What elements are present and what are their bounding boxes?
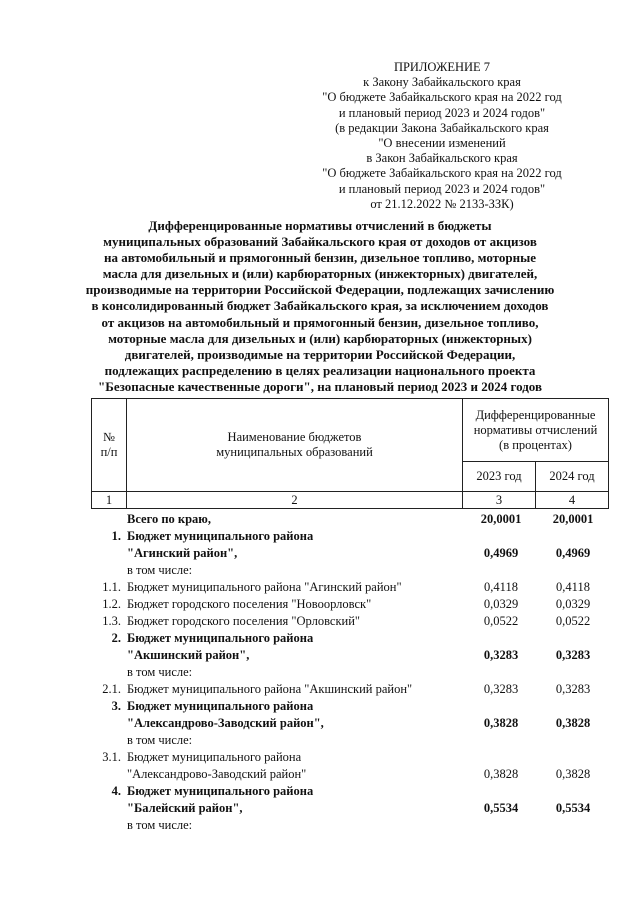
budget-name: "Балейский район", xyxy=(127,800,243,815)
title-line: "Безопасные качественные дороги", на плановый период 2023 и 2024 годов xyxy=(98,378,542,394)
year-2024-header: 2024 год xyxy=(536,462,609,492)
budget-name: в том числе: xyxy=(127,562,193,577)
budget-name: Бюджет муниципального района xyxy=(127,749,302,764)
table-row xyxy=(91,714,609,731)
appendix-header xyxy=(292,60,592,212)
table-row xyxy=(91,799,609,816)
row-number: 1.2. xyxy=(102,596,121,611)
table-row xyxy=(91,765,609,782)
header-line: в Закон Забайкальского края xyxy=(366,151,518,166)
value-2024: 0,3828 xyxy=(555,766,591,781)
column-index: 2 xyxy=(127,492,463,509)
value-2024: 0,3828 xyxy=(555,715,591,730)
value-2023: 0,3283 xyxy=(483,647,519,662)
budget-name: в том числе: xyxy=(127,664,193,679)
header-line: и плановый период 2023 и 2024 годов" xyxy=(338,105,546,120)
budget-name: "Александрово-Заводский район", xyxy=(127,715,324,730)
table-row xyxy=(91,510,609,527)
row-number: 4. xyxy=(111,783,121,798)
title-line: двигателей, производимые на территории Российской Федерации, xyxy=(124,346,516,362)
budget-name: Бюджет муниципального района xyxy=(127,698,314,713)
title-line: производимые на территории Российской Федерации, подлежащих зачислению xyxy=(85,282,555,298)
row-number: 3. xyxy=(111,698,121,713)
header-line: от 21.12.2022 № 2133-ЗЗК) xyxy=(370,196,514,211)
value-2024: 0,3283 xyxy=(555,647,591,662)
col-number-header: № п/п xyxy=(92,399,127,492)
value-2023: 0,0329 xyxy=(483,596,519,611)
value-2023: 0,3283 xyxy=(483,681,519,696)
header-line: "О бюджете Забайкальского края на 2022 год xyxy=(322,90,562,105)
row-number: 2.1. xyxy=(102,681,121,696)
table-row xyxy=(91,816,609,833)
table-row xyxy=(91,782,609,799)
title-line: подлежащих распределению в целях реализации национального проекта xyxy=(104,362,536,378)
header-line: (в редакции Закона Забайкальского края xyxy=(335,120,549,135)
title-line: Дифференцированные нормативы отчислений в бюджеты xyxy=(148,218,492,233)
table-body xyxy=(91,510,609,833)
value-2024: 20,0001 xyxy=(552,511,594,526)
title-line: масла для дизельных и (или) карбюраторных (инжекторных) двигателей, xyxy=(102,266,538,282)
table-row xyxy=(91,697,609,714)
row-number: 1.1. xyxy=(102,579,121,594)
row-number: 2. xyxy=(111,630,121,645)
budget-name: в том числе: xyxy=(127,817,193,832)
col-name-header: Наименование бюджетов муниципальных образований xyxy=(127,399,463,492)
table-row xyxy=(91,663,609,680)
title-line: в консолидированный бюджет Забайкальского края, за исключением доходов xyxy=(91,298,549,314)
budget-name: Бюджет муниципального района xyxy=(127,630,314,645)
header-line: "О внесении изменений xyxy=(378,136,506,151)
value-2024: 0,0329 xyxy=(555,596,591,611)
budget-name: Бюджет муниципального района "Акшинский район" xyxy=(127,681,413,696)
table-header xyxy=(91,398,609,509)
budget-name: "Агинский район", xyxy=(127,545,238,560)
value-2024: 0,3283 xyxy=(555,681,591,696)
table-row xyxy=(91,748,609,765)
document-title xyxy=(82,218,558,395)
table-row xyxy=(91,561,609,578)
table-row xyxy=(91,731,609,748)
table-row xyxy=(91,629,609,646)
value-2023: 0,4969 xyxy=(483,545,519,560)
table-row xyxy=(91,612,609,629)
value-2023: 0,5534 xyxy=(483,800,519,815)
table-row xyxy=(91,646,609,663)
value-2023: 20,0001 xyxy=(480,511,522,526)
value-2024: 0,0522 xyxy=(555,613,591,628)
budget-name: Бюджет муниципального района xyxy=(127,528,314,543)
value-2024: 0,5534 xyxy=(555,800,591,815)
col-norm-header: Дифференцированные нормативы отчислений (в процентах) xyxy=(463,399,609,462)
value-2024: 0,4118 xyxy=(556,579,590,594)
table-row xyxy=(91,578,609,595)
value-2023: 0,4118 xyxy=(484,579,518,594)
budget-name: в том числе: xyxy=(127,732,193,747)
table-row xyxy=(91,527,609,544)
year-2023-header: 2023 год xyxy=(463,462,536,492)
title-line: от акцизов на автомобильный и прямогонный бензин, дизельное топливо, xyxy=(101,314,539,330)
table-row xyxy=(91,595,609,612)
row-number: 3.1. xyxy=(102,749,121,764)
row-number: 1. xyxy=(111,528,121,543)
table-row xyxy=(91,680,609,697)
budget-name: "Александрово-Заводский район" xyxy=(127,766,307,781)
budget-name: Бюджет муниципального района "Агинский район" xyxy=(127,579,402,594)
column-index: 3 xyxy=(463,492,536,509)
value-2023: 0,0522 xyxy=(483,613,519,628)
value-2023: 0,3828 xyxy=(483,715,519,730)
column-index: 4 xyxy=(536,492,609,509)
header-line: и плановый период 2023 и 2024 годов" xyxy=(338,181,546,196)
budget-name: Всего по краю, xyxy=(127,511,211,526)
budget-name: Бюджет муниципального района xyxy=(127,783,314,798)
budget-name: "Акшинский район", xyxy=(127,647,250,662)
header-line: ПРИЛОЖЕНИЕ 7 xyxy=(393,60,491,74)
budget-name: Бюджет городского поселения "Орловский" xyxy=(127,613,361,628)
title-line: моторные масла для дизельных и (или) карбюраторных (инжекторных) xyxy=(108,330,532,346)
header-line: к Закону Забайкальского края xyxy=(363,75,521,90)
title-line: муниципальных образований Забайкальского края от доходов от акцизов xyxy=(103,234,537,250)
budget-name: Бюджет городского поселения "Новоорловск" xyxy=(127,596,372,611)
header-line: "О бюджете Забайкальского края на 2022 год xyxy=(322,166,562,181)
title-line: на автомобильный и прямогонный бензин, дизельное топливо, моторные xyxy=(103,250,537,266)
table-row xyxy=(91,544,609,561)
column-index: 1 xyxy=(92,492,127,509)
row-number: 1.3. xyxy=(102,613,121,628)
value-2023: 0,3828 xyxy=(483,766,519,781)
value-2024: 0,4969 xyxy=(555,545,591,560)
